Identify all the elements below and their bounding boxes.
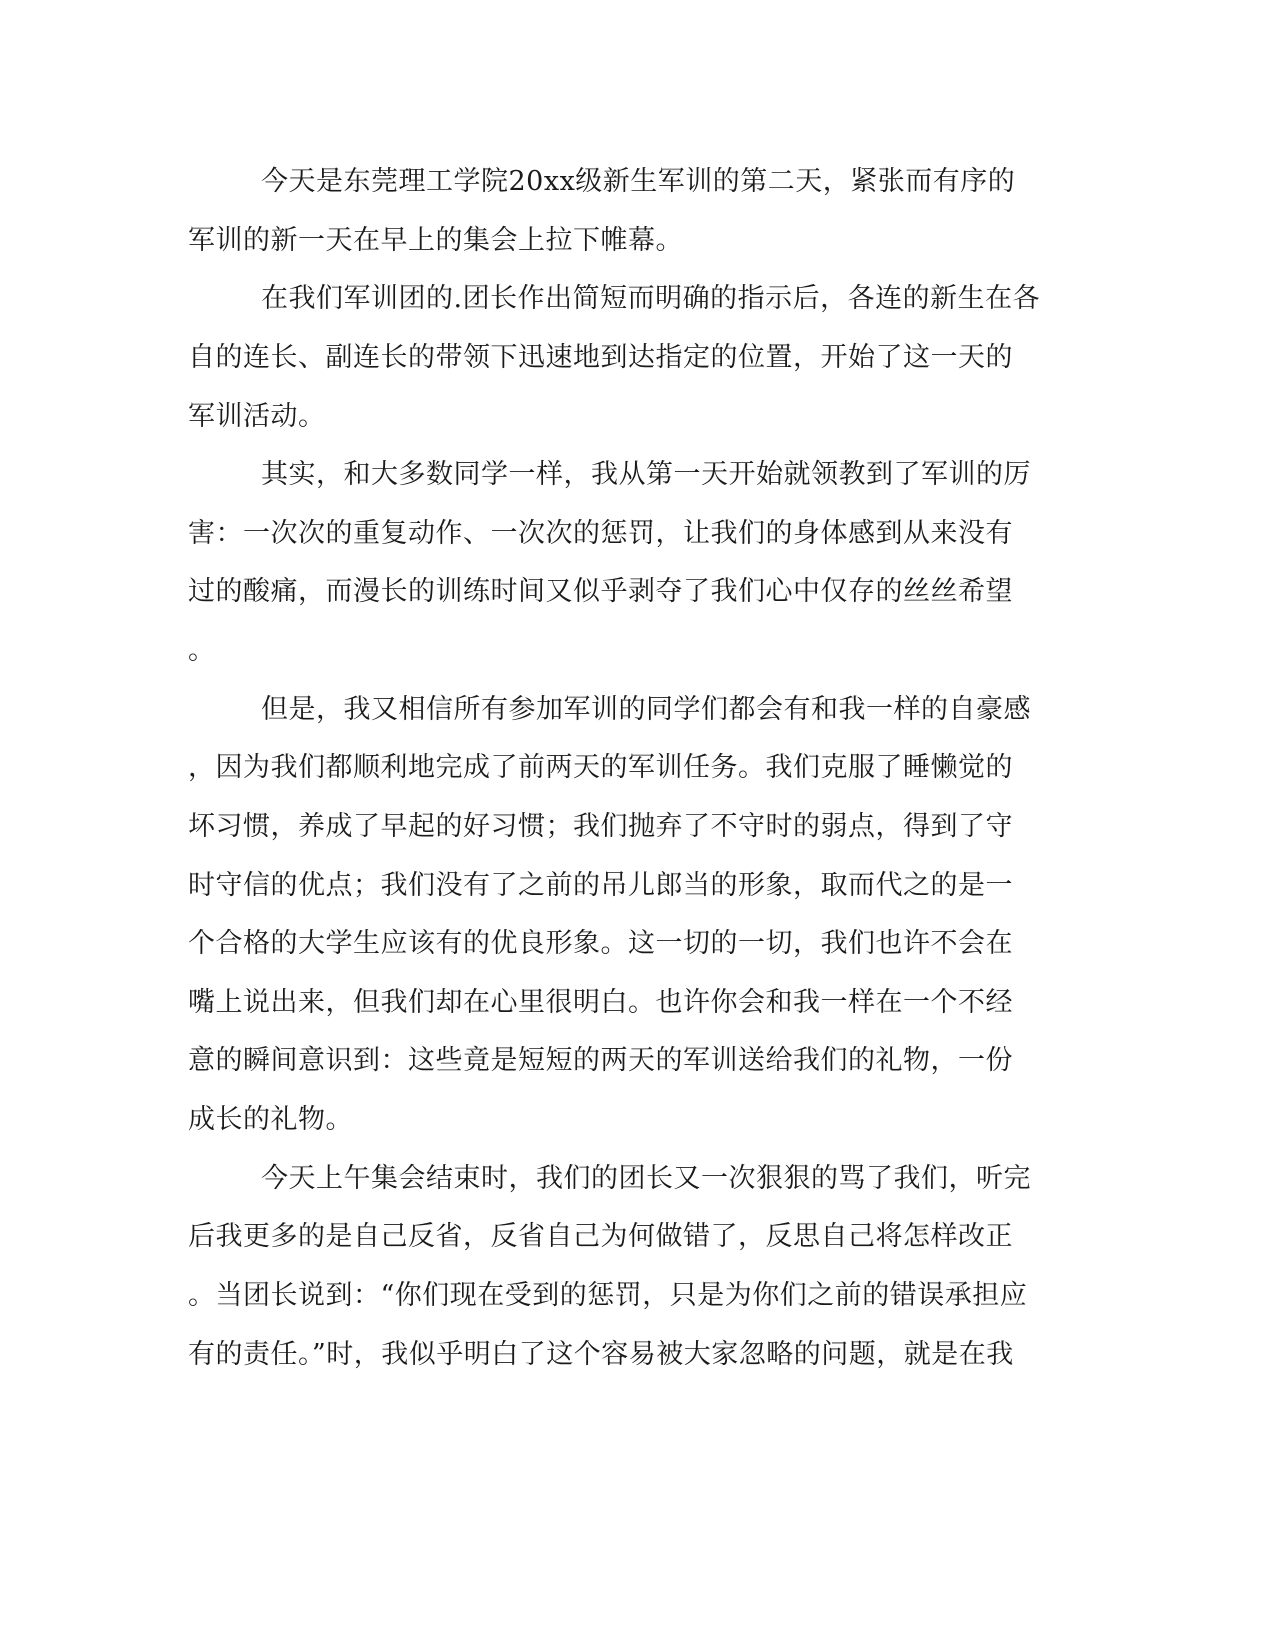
paragraph-4-line-8: 成长的礼物。 [188, 1104, 353, 1135]
paragraph-2-line-2: 自的连长、副连长的带领下迅速地到达指定的位置，开始了这一天的 [188, 342, 1013, 373]
paragraph-2-line-1: 在我们军训团的.团长作出简短而明确的指示后，各连的新生在各 [261, 283, 1041, 314]
paragraph-4-line-1: 但是，我又相信所有参加军训的同学们都会有和我一样的自豪感 [261, 694, 1031, 725]
paragraph-3-line-4: 。 [188, 635, 216, 666]
paragraph-3-line-2: 害：一次次的重复动作、一次次的惩罚，让我们的身体感到从来没有 [188, 518, 1013, 549]
paragraph-3-line-1: 其实，和大多数同学一样，我从第一天开始就领教到了军训的厉 [261, 459, 1031, 490]
paragraph-2-line-3: 军训活动。 [188, 401, 326, 432]
paragraph-5-line-2: 后我更多的是自己反省，反省自己为何做错了，反思自己将怎样改正 [188, 1221, 1013, 1252]
paragraph-5-line-3: 。当团长说到：“你们现在受到的惩罚，只是为你们之前的错误承担应 [188, 1280, 1028, 1311]
paragraph-4-line-7: 意的瞬间意识到：这些竟是短短的两天的军训送给我们的礼物，一份 [188, 1045, 1013, 1076]
paragraph-1-line-1: 今天是东莞理工学院20xx级新生军训的第二天，紧张而有序的 [261, 166, 1016, 197]
paragraph-4-line-5: 个合格的大学生应该有的优良形象。这一切的一切，我们也许不会在 [188, 928, 1013, 959]
paragraph-4-line-3: 坏习惯，养成了早起的好习惯；我们抛弃了不守时的弱点，得到了守 [188, 811, 1013, 842]
paragraph-4-line-4: 时守信的优点；我们没有了之前的吊儿郎当的形象，取而代之的是一 [188, 870, 1013, 901]
paragraph-4-line-2: ，因为我们都顺利地完成了前两天的军训任务。我们克服了睡懒觉的 [188, 752, 1013, 783]
paragraph-4-line-6: 嘴上说出来，但我们却在心里很明白。也许你会和我一样在一个不经 [188, 987, 1013, 1018]
paragraph-3-line-3: 过的酸痛，而漫长的训练时间又似乎剥夺了我们心中仅存的丝丝希望 [188, 576, 1013, 607]
paragraph-5-line-1: 今天上午集会结束时，我们的团长又一次狠狠的骂了我们，听完 [261, 1163, 1031, 1194]
paragraph-5-line-4: 有的责任。”时，我似乎明白了这个容易被大家忽略的问题，就是在我 [188, 1339, 1014, 1370]
paragraph-1-line-2: 军训的新一天在早上的集会上拉下帷幕。 [188, 225, 683, 256]
